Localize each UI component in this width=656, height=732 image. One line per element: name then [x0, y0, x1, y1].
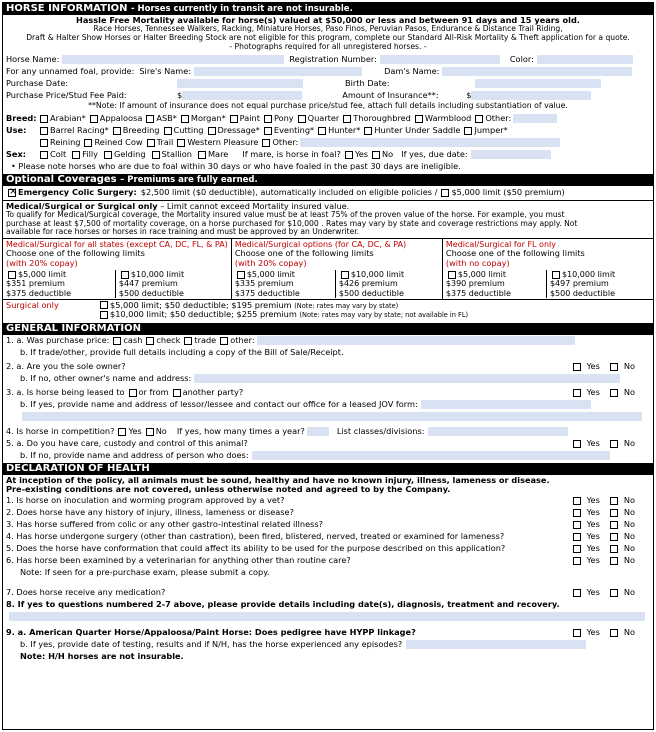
column-heading: Medical/Surgical for FL only [445, 240, 556, 250]
option-label: check [156, 335, 181, 346]
leased-to-checkbox[interactable] [129, 389, 137, 397]
sex-checkbox[interactable] [198, 151, 206, 159]
breed-label: Breed: [6, 112, 37, 123]
limit-5000-checkbox[interactable] [448, 271, 456, 279]
unnamed-foal-label: For any unnamed foal, provide: [6, 65, 135, 76]
q2b-label: b. If no, other owner's name and address: [20, 373, 192, 384]
no-label: No [623, 586, 635, 597]
yes-checkbox[interactable] [573, 363, 581, 371]
no-checkbox[interactable] [610, 557, 618, 565]
breed-option: Warmblood [424, 112, 472, 123]
limit-label: $5,000 limit [246, 270, 295, 280]
surgical-5000-note: (Note: rates may vary by state) [294, 301, 399, 310]
no-checkbox[interactable] [610, 629, 618, 637]
breed-option: Appaloosa [99, 112, 143, 123]
yes-checkbox[interactable] [118, 428, 126, 436]
breed-option: Paint [239, 112, 260, 123]
section-title: Optional Coverages [6, 173, 117, 185]
use-option: Hunter* [328, 124, 361, 135]
no-label: No [623, 494, 635, 505]
sex-option: Stallion [161, 148, 192, 159]
yes-checkbox[interactable] [573, 629, 581, 637]
limit-5000-checkbox[interactable] [8, 271, 16, 279]
health-intro-2: Pre-existing conditions are not covered, unless otherwise noted and agreed to by the Company. [6, 484, 451, 495]
yes-checkbox[interactable] [573, 557, 581, 565]
q3a-label: 3. a. Is horse being leased to [6, 387, 125, 398]
yes-checkbox[interactable] [573, 440, 581, 448]
section-header-optional-coverages [3, 174, 653, 186]
use-option: Dressage* [217, 124, 260, 135]
use-checkbox[interactable] [264, 127, 272, 135]
column-copay: (with no copay) [445, 257, 510, 268]
classes-field[interactable] [428, 427, 568, 436]
deductible: $500 deductible [118, 288, 184, 298]
column-choose: Choose one of the following limits [234, 248, 374, 259]
yes-checkbox[interactable] [573, 521, 581, 529]
yes-label: Yes [586, 530, 600, 541]
use-option: Breeding [122, 124, 160, 135]
limit-label: $5,000 limit [457, 270, 507, 280]
no-label: No [623, 438, 635, 449]
color-label: Color: [509, 53, 534, 64]
lessor-field[interactable] [421, 400, 591, 409]
registration-field[interactable] [380, 55, 500, 64]
premium: $426 premium [338, 279, 398, 289]
use-checkbox[interactable] [113, 127, 121, 135]
colic-label: Emergency Colic Surgery: [18, 186, 137, 197]
no-label: No [623, 626, 635, 637]
sire-field[interactable] [194, 67, 362, 76]
no-label: No [623, 530, 635, 541]
premium: $351 premium [6, 279, 65, 289]
use-other-field[interactable] [300, 138, 560, 147]
no-checkbox[interactable] [610, 509, 618, 517]
insurance-value-note: **Note: If amount of insurance does not equal purchase price/stud fee, attach full details including substantiation of value. [88, 100, 568, 110]
use-checkbox[interactable] [318, 127, 326, 135]
sex-option: Mare [207, 148, 229, 159]
other-owner-field[interactable] [194, 374, 620, 383]
health-q7: 7. Does horse receive any medication? [6, 586, 166, 597]
use-checkbox[interactable] [40, 139, 48, 147]
in-foal-yes-checkbox[interactable] [345, 151, 353, 159]
yes-label: Yes [586, 518, 600, 529]
medical-column-all-states [3, 239, 232, 299]
sex-option: Colt [50, 148, 67, 159]
other-payment-field[interactable] [257, 336, 575, 345]
due-date-label: If yes, due date: [401, 148, 468, 159]
no-label: No [623, 361, 635, 372]
no-checkbox[interactable] [610, 363, 618, 371]
no-label: No [623, 506, 635, 517]
section-header-horse-information [3, 3, 653, 15]
breed-checkbox[interactable] [40, 115, 48, 123]
yes-checkbox[interactable] [573, 497, 581, 505]
classes-label: List classes/divisions: [336, 426, 425, 437]
health-q9a: 9. a. American Quarter Horse/Appaloosa/Paint Horse: Does pedigree have HYPP linkage? [6, 626, 416, 637]
leased-from-checkbox[interactable] [173, 389, 181, 397]
yes-checkbox[interactable] [573, 389, 581, 397]
use-checkbox[interactable] [262, 139, 270, 147]
application-form [2, 2, 654, 730]
no-label: No [623, 387, 635, 398]
use-checkbox[interactable] [177, 139, 185, 147]
no-checkbox[interactable] [610, 533, 618, 541]
ineligible-note-line1: Race Horses, Tennessee Walkers, Racking, Miniature Horses, Paso Finos, Peruvian Pasos, Endurance & Distance Trail Riding, [93, 24, 563, 34]
insurance-dollar-sign: $ [466, 89, 472, 100]
no-checkbox[interactable] [610, 589, 618, 597]
q5b-label: b. If no, provide name and address of person who does: [20, 450, 249, 461]
breed-checkbox[interactable] [264, 115, 272, 123]
q5a-label: 5. a. Do you have care, custody and control of this animal? [6, 438, 248, 449]
use-checkbox[interactable] [40, 127, 48, 135]
sex-option: Gelding [114, 148, 146, 159]
medical-surgical-block [3, 200, 653, 239]
limit-label: $10,000 limit [130, 270, 185, 280]
health-q5: 5. Does the horse have conformation that could affect its ability to be used for the purpose described on this application? [6, 542, 506, 553]
section-header-general-information [3, 323, 653, 335]
no-checkbox[interactable] [610, 389, 618, 397]
no-checkbox[interactable] [610, 497, 618, 505]
surgical-only-label: Surgical only [6, 299, 59, 310]
surgical-10000-note: (Note: rates may vary by state; not available in FL) [299, 311, 469, 320]
column-choose: Choose one of the following limits [445, 248, 585, 259]
use-checkbox[interactable] [84, 139, 92, 147]
purchase-price-label: Purchase Price/Stud Fee Paid: [6, 89, 127, 100]
medical-title: Medical/Surgical or Surgical only [6, 200, 158, 211]
surgical-5000-label: $5,000 limit; $50 deductible; $195 premium [110, 299, 292, 310]
in-foal-no-checkbox[interactable] [372, 151, 380, 159]
use-checkbox[interactable] [364, 127, 372, 135]
medical-title-note: – Limit cannot exceed Mortality insured value. [160, 200, 350, 211]
use-checkbox[interactable] [147, 139, 155, 147]
times-label: If yes, how many times a year? [176, 426, 305, 437]
yes-label: Yes [586, 554, 600, 565]
foal-ineligible-note: • Please note horses who are due to foal within 30 days or who have foaled in the past 30 days are ineligible. [11, 160, 461, 171]
yes-checkbox[interactable] [573, 589, 581, 597]
yes-checkbox[interactable] [573, 533, 581, 541]
use-option: Other: [272, 136, 299, 147]
birth-date-field[interactable] [475, 79, 601, 88]
limit-label: $10,000 limit [350, 270, 405, 280]
colic-text: $2,500 limit ($0 deductible), automatically included on eligible policies / [140, 186, 438, 197]
use-option: Reined Cow [94, 136, 143, 147]
limit-10000-checkbox[interactable] [341, 271, 349, 279]
use-option: Jumper* [474, 124, 508, 135]
trade-checkbox[interactable] [184, 337, 192, 345]
purchase-date-field[interactable] [177, 79, 303, 88]
due-date-field[interactable] [471, 150, 551, 159]
colic-included-checkbox-checked[interactable] [8, 189, 16, 197]
sex-checkbox[interactable] [104, 151, 112, 159]
section-title: DECLARATION OF HEALTH [6, 462, 150, 474]
use-option: Hunter Under Saddle [374, 124, 461, 135]
hassle-free-note: Hassle Free Mortality available for horse(s) valued at $50,000 or less and between 91 days and 15 years old. [76, 15, 580, 25]
use-checkbox[interactable] [208, 127, 216, 135]
yes-label: Yes [586, 361, 600, 372]
premium: $447 premium [118, 279, 178, 289]
breed-checkbox[interactable] [181, 115, 189, 123]
column-heading: Medical/Surgical options (for CA, DC, & PA) [234, 240, 407, 250]
use-option: Cutting [173, 124, 204, 135]
insurance-amount-field[interactable] [471, 91, 591, 100]
use-option: Western Pleasure [187, 136, 259, 147]
horse-name-field[interactable] [62, 55, 284, 64]
use-option: Barrel Racing* [50, 124, 109, 135]
photographs-note: - Photographs required for all unregistered horses. - [229, 41, 427, 51]
limit-label: $10,000 limit [561, 270, 616, 280]
premium: $497 premium [549, 279, 609, 289]
birth-date-label: Birth Date: [345, 77, 390, 88]
q2a-label: 2. a. Are you the sole owner? [6, 361, 126, 372]
breed-option: Thoroughbred [353, 112, 411, 123]
breed-checkbox[interactable] [343, 115, 351, 123]
q3b-label: b. If yes, provide name and address of lessor/lessee and contact our office for a leased JOV form: [20, 399, 418, 410]
no-label: No [623, 518, 635, 529]
breed-option: Pony [273, 112, 294, 123]
health-q8: 8. If yes to questions numbered 2-7 above, please provide details including date(s), diagnosis, treatment and recovery. [6, 598, 560, 609]
deductible: $375 deductible [6, 288, 72, 298]
sex-checkbox[interactable] [152, 151, 160, 159]
use-option: Reining [50, 136, 81, 147]
price-dollar-sign: $ [177, 89, 183, 100]
q1a-label: 1. a. Was purchase price: [6, 335, 110, 346]
q1b-label: b. If trade/other, provide full details including a copy of the Bill of Sale/Receipt. [20, 347, 344, 358]
hypp-details-field[interactable] [406, 640, 586, 649]
breed-checkbox[interactable] [90, 115, 98, 123]
color-field[interactable] [537, 55, 633, 64]
sex-label: Sex: [6, 148, 27, 159]
section-header-declaration-of-health [3, 463, 653, 475]
option-label: trade [194, 335, 217, 346]
medical-column-ca-dc-pa [232, 239, 443, 299]
breed-checkbox[interactable] [475, 115, 483, 123]
in-foal-label: If mare, is horse in foal? [242, 148, 341, 159]
breed-option: Arabian* [50, 112, 86, 123]
cash-checkbox[interactable] [113, 337, 121, 345]
colic-5000-checkbox[interactable] [441, 189, 449, 197]
sex-checkbox[interactable] [40, 151, 48, 159]
option-label: other: [230, 335, 255, 346]
no-label: No [623, 554, 635, 565]
medical-column-fl [443, 239, 653, 299]
section-title: HORSE INFORMATION [6, 3, 128, 14]
section-title-note: – Premiums are fully earned. [120, 174, 258, 185]
section-title-note: - Horses currently in transit are not insurable. [131, 4, 353, 14]
option-label: cash [123, 335, 143, 346]
no-label: No [155, 426, 167, 437]
column-choose: Choose one of the following limits [6, 248, 145, 259]
section-title: GENERAL INFORMATION [6, 322, 141, 334]
deductible: $500 deductible [338, 288, 404, 298]
insurance-amount-label: Amount of Insurance**: [342, 89, 439, 100]
no-label: No [623, 542, 635, 553]
purchase-price-field[interactable] [182, 91, 302, 100]
use-label: Use: [6, 124, 27, 135]
option-label: or from [138, 387, 169, 398]
surgical-only-block [3, 299, 653, 321]
surgical-5000-checkbox[interactable] [100, 301, 108, 309]
yes-label: Yes [128, 426, 142, 437]
details-field[interactable] [9, 612, 645, 621]
breed-option: ASB* [156, 112, 177, 123]
surgical-10000-checkbox[interactable] [100, 311, 108, 319]
yes-checkbox[interactable] [573, 509, 581, 517]
no-checkbox[interactable] [610, 440, 618, 448]
health-q9b: b. If yes, provide date of testing, results and if N/H, has the horse experienced any episodes? [20, 638, 403, 649]
no-checkbox[interactable] [610, 521, 618, 529]
q4-label: 4. Is horse in competition? [6, 426, 115, 437]
limit-10000-checkbox[interactable] [121, 271, 129, 279]
yes-label: Yes [586, 387, 600, 398]
option-label: another party? [182, 387, 244, 398]
breed-other-field[interactable] [513, 114, 557, 123]
yes-label: Yes [586, 494, 600, 505]
yes-label: Yes [586, 438, 600, 449]
limit-10000-checkbox[interactable] [552, 271, 560, 279]
breed-checkbox[interactable] [415, 115, 423, 123]
limit-5000-checkbox[interactable] [237, 271, 245, 279]
health-q3: 3. Has horse suffered from colic or any other gastro-intestinal related illness? [6, 518, 323, 529]
deductible: $375 deductible [445, 288, 511, 298]
breed-option: Quarter [307, 112, 340, 123]
breed-option: Other: [485, 112, 512, 123]
column-heading: Medical/Surgical for all states (except CA, DC, FL, & PA) [6, 240, 228, 250]
limit-label: $5,000 limit [18, 270, 67, 280]
yes-label: Yes [586, 506, 600, 517]
medical-text-2: purchase at least $7,500 of mortality coverage, on a horse purchased for $10,000 . Rates may vary by state and coverage restrictions may apply. Not [6, 218, 578, 228]
health-q4: 4. Has horse undergone surgery (other than castration), been fired, blistered, nerved, treated or examined for lameness? [6, 530, 505, 541]
registration-label: Registration Number: [289, 53, 377, 64]
medical-text-3: available for race horses or horses in race training and must be approved by an Underwriter. [6, 227, 360, 237]
medical-text-1: To qualify for Medical/Surgical coverage, the Mortality insured value must be at least 75% of the proven value of the horse. For example, you must [6, 209, 565, 219]
column-copay: (with 20% copay) [6, 257, 78, 268]
yes-label: Yes [586, 626, 600, 637]
sex-option: Filly [82, 148, 99, 159]
yes-label: Yes [586, 542, 600, 553]
yes-checkbox[interactable] [573, 545, 581, 553]
colic-5000-label: $5,000 limit ($50 premium) [451, 186, 565, 197]
horse-name-label: Horse Name: [6, 53, 60, 64]
use-option: Eventing* [273, 124, 315, 135]
yes-label: Yes [586, 586, 600, 597]
health-q9-note: Note: H/H horses are not insurable. [20, 650, 184, 661]
premium: $335 premium [234, 279, 294, 289]
other-checkbox[interactable] [220, 337, 228, 345]
sire-label: Sire's Name: [139, 65, 192, 76]
yes-label: Yes [354, 148, 369, 159]
purchase-date-label: Purchase Date: [6, 77, 69, 88]
health-intro-1: At inception of the policy, all animals must be sound, healthy and have no known injury, illness, lameness or disease. [6, 474, 550, 485]
dam-label: Dam's Name: [384, 65, 440, 76]
use-checkbox[interactable] [464, 127, 472, 135]
health-q1: 1. Is horse on inoculation and worming program approved by a vet? [6, 494, 285, 505]
column-copay: (with 20% copay) [234, 257, 307, 268]
breed-checkbox[interactable] [230, 115, 238, 123]
premium: $390 premium [445, 279, 505, 289]
health-q2: 2. Does horse have any history of injury, illness, lameness or disease? [6, 506, 294, 517]
use-option: Trail [156, 136, 174, 147]
use-checkbox[interactable] [164, 127, 172, 135]
custodian-field[interactable] [252, 451, 610, 460]
surgical-10000-label: $10,000 limit; $50 deductible; $255 premium [110, 309, 297, 320]
no-label: No [382, 148, 394, 159]
no-checkbox[interactable] [146, 428, 154, 436]
times-field[interactable] [307, 427, 329, 436]
health-q6-note: Note: If seen for a pre-purchase exam, please submit a copy. [20, 566, 270, 577]
deductible: $500 deductible [549, 288, 615, 298]
breed-checkbox[interactable] [146, 115, 154, 123]
health-q6: 6. Has horse been examined by a veterinarian for anything other than routine care? [6, 554, 351, 565]
check-checkbox[interactable] [146, 337, 154, 345]
ineligible-note-line2: Draft & Halter Show Horses or Halter Breeding Stock are not eligible for this program, complete our Standard All-Risk Mortality & Theft application for a quote. [26, 33, 630, 43]
breed-checkbox[interactable] [298, 115, 306, 123]
sex-checkbox[interactable] [72, 151, 80, 159]
deductible: $375 deductible [234, 288, 300, 298]
no-checkbox[interactable] [610, 545, 618, 553]
breed-option: Morgan* [190, 112, 226, 123]
dam-field[interactable] [442, 67, 632, 76]
medical-options-grid [3, 238, 653, 299]
lessor-field-continued[interactable] [22, 412, 642, 421]
